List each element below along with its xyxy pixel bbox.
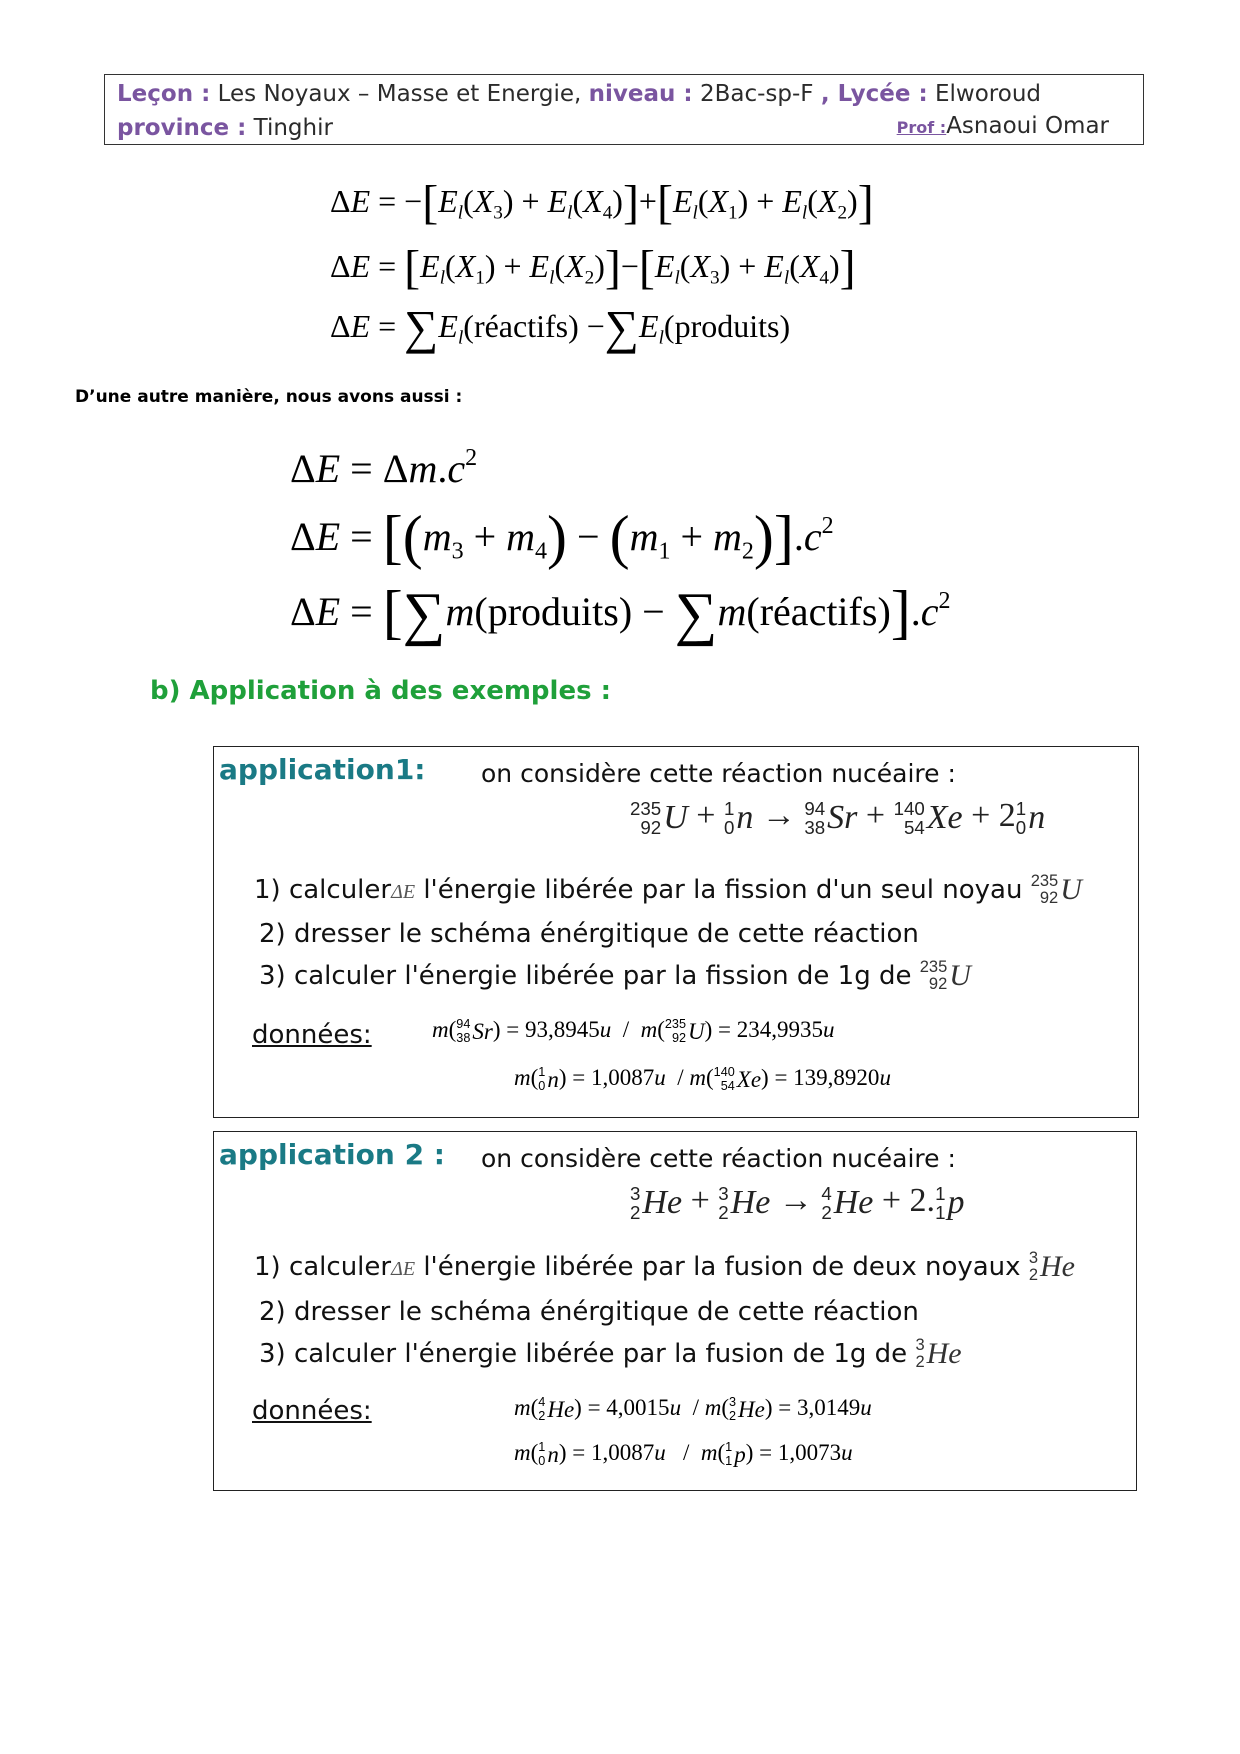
app1-d3: = 1,0087 xyxy=(572,1065,655,1090)
app1-title: application1: xyxy=(219,753,426,786)
province-label: province : xyxy=(117,115,247,141)
app2-intro: on considère cette réaction nucéaire : xyxy=(481,1144,956,1173)
app2-d3: = 1,0087 xyxy=(572,1440,655,1465)
app2-data-row-2: m( 1 0 n ) = 1,0087u / m( 1 1 p ) = 1,0073u xyxy=(514,1440,853,1468)
lycee-label: Lycée : xyxy=(837,81,928,107)
app2-q1-text: l'énergie libérée par la fusion de deux noyaux xyxy=(423,1251,1021,1282)
nuclide-u235: 235 92 U xyxy=(630,797,688,839)
app1-q3-text: 3) calculer l'énergie libérée par la fission de 1g de xyxy=(259,960,912,991)
header-box xyxy=(104,74,1144,145)
app1-question-3 xyxy=(259,959,971,994)
app2-title: application 2 : xyxy=(219,1138,445,1171)
nuclide-u235-q3: 235 92 U xyxy=(919,958,971,994)
app1-d4: = 139,8920 xyxy=(774,1065,880,1090)
lecon-label: Leçon : xyxy=(117,81,211,107)
prof-label: Prof : xyxy=(896,118,947,137)
reactifs-word-2: réactifs xyxy=(759,589,878,634)
app2-d4: = 1,0073 xyxy=(759,1440,842,1465)
header-row-1: Leçon : Les Noyaux – Masse et Energie, niveau : 2Bac-sp-F , Lycée : Elworoud xyxy=(117,81,1042,107)
application-2-box xyxy=(213,1131,1137,1491)
nuclide-proton: 1 1 p xyxy=(935,1182,965,1224)
produits-word: produits xyxy=(674,308,780,344)
app2-question-1 xyxy=(254,1250,1075,1285)
app1-question-2: 2) dresser le schéma énérgitique de cette réaction xyxy=(259,919,919,949)
formula-binding-energy-1: $\Delta E = -[E_l(X_3) + E_l(X_4)]+[E_l(X_1) + E_l(X_2)]$ xyxy=(330,175,874,229)
application-1-box xyxy=(213,746,1139,1118)
nuclide-u235-q1: 235 92 U xyxy=(1030,872,1082,908)
app2-reaction: 3 2 He + 3 2 He → 4 2 He + 2. 1 1 p xyxy=(630,1182,965,1224)
app1-donnees-label: données: xyxy=(252,1020,372,1050)
nuclide-sr94-data: 94 38 Sr xyxy=(456,1017,493,1045)
nuclide-sr94: 94 38 Sr xyxy=(804,797,858,839)
prof-field xyxy=(897,113,1109,139)
nuclide-he4-data: 4 2 He xyxy=(538,1395,575,1423)
app1-d2: = 234,9935 xyxy=(718,1017,824,1042)
app1-question-1 xyxy=(254,873,1082,908)
nuclide-he3-data: 3 2 He xyxy=(729,1395,765,1423)
app2-d1: = 4,0015 xyxy=(587,1395,670,1420)
app2-question-2: 2) dresser le schéma énérgitique de cette réaction xyxy=(259,1297,919,1327)
app2-question-3 xyxy=(259,1337,962,1372)
delta-e-symbol-2: ΔE xyxy=(391,1257,416,1280)
app1-data-row-1: m( 94 38 Sr ) = 93,8945u / m( 235 92 U ) = 234,9935u xyxy=(432,1017,835,1045)
nuclide-he3-q1: 3 2 He xyxy=(1028,1249,1075,1285)
nuclide-proton-data: 1 1 p xyxy=(725,1440,746,1468)
nuclide-neutron: 1 0 n xyxy=(723,797,754,839)
formula-mass-energy-sum: ΔE = [∑m(produits) − $\sum m(réactifs)].c^2$ xyxy=(290,579,951,647)
app2-q3-text: 3) calculer l'énergie libérée par la fusion de 1g de xyxy=(259,1338,908,1369)
province-value: Tinghir xyxy=(253,115,333,141)
nuclide-neutron-data: 1 0 n xyxy=(538,1065,559,1093)
nuclide-neutron-2: 1 0 n xyxy=(1015,797,1046,839)
app2-donnees-label: données: xyxy=(252,1396,372,1426)
formula-binding-energy-sum: $\Delta E = \sum E_l(réactifs)$ $-\sum E_l(produits)$ xyxy=(330,301,791,355)
prof-value: Asnaoui Omar xyxy=(946,113,1109,139)
niveau-value: 2Bac-sp-F xyxy=(699,81,814,107)
nuclide-xe140: 140 54 Xe xyxy=(893,797,963,839)
formula-mass-energy-2: $\Delta E = [(m_3 + m_4) - (m_1 + m_2)].c^2$ xyxy=(290,504,834,571)
nuclide-xe140-data: 140 54 Xe xyxy=(713,1065,762,1093)
nuclide-he3-b: 3 2 He xyxy=(718,1182,771,1224)
nuclide-u235-data: 235 92 U xyxy=(664,1017,705,1045)
lycee-value: Elworoud xyxy=(935,81,1042,107)
nuclide-he4: 4 2 He xyxy=(821,1182,874,1224)
app1-d1: = 93,8945 xyxy=(506,1017,600,1042)
nuclide-he3-a: 3 2 He xyxy=(630,1182,683,1224)
app1-reaction: 235 92 U + 1 0 n → 94 38 Sr + 140 54 Xe + 2 1 0 n xyxy=(630,797,1046,839)
section-b-heading: b) Application à des exemples : xyxy=(150,676,612,706)
app1-intro: on considère cette réaction nucéaire : xyxy=(481,759,956,788)
intro-text: D’une autre manière, nous avons aussi : xyxy=(75,387,463,407)
niveau-label: niveau : xyxy=(588,81,693,107)
app2-d2: = 3,0149 xyxy=(778,1395,861,1420)
nuclide-he3-q3: 3 2 He xyxy=(915,1336,962,1372)
formula-mass-energy-1: $\Delta E = \Delta m.c^2$ xyxy=(290,445,478,491)
formula-binding-energy-2: $\Delta E = [E_l(X_1) + E_l(X_2)]-[E_l(X_3) + E_l(X_4)]$ xyxy=(330,240,856,294)
app2-data-row-1: m( 4 2 He ) = 4,0015u / m( 3 2 He ) = 3,0149u xyxy=(514,1395,872,1423)
app1-data-row-2: m( 1 0 n ) = 1,0087u / m( 140 54 Xe ) = 139,8920u xyxy=(514,1065,891,1093)
lecon-value: Les Noyaux – Masse et Energie xyxy=(217,81,575,107)
delta-e-symbol: ΔE xyxy=(391,880,416,903)
nuclide-neutron-data-2: 1 0 n xyxy=(538,1440,559,1468)
reactifs-word: réactifs xyxy=(473,308,569,344)
app2-q1-prefix: 1) calculer xyxy=(254,1251,392,1282)
produits-word-2: produits xyxy=(487,589,619,634)
app1-q1-prefix: 1) calculer xyxy=(254,874,392,905)
app1-q1-text: l'énergie libérée par la fission d'un seul noyau xyxy=(423,874,1023,905)
